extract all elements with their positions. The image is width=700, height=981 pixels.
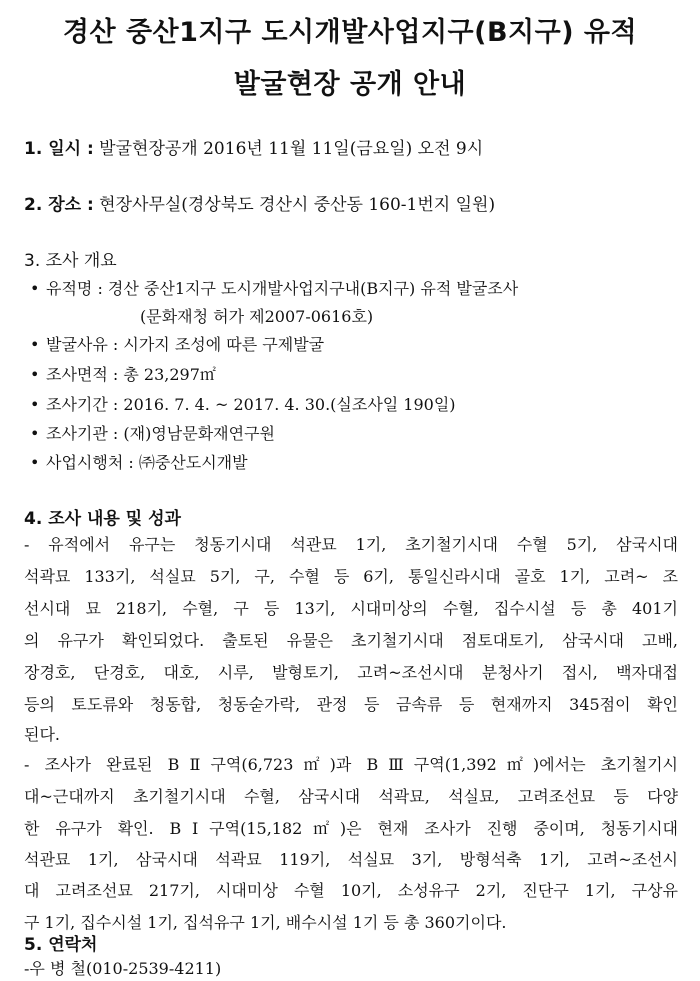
results-para2-line: 한 유구가 확인. BⅠ구역(15,182㎡)은 현재 조사가 진행 중이며, 청동기시대 [24,819,678,838]
overview-item-area [30,362,216,385]
overview-item-text: 발굴사유 : 시가지 조성에 따른 구제발굴 [46,335,325,354]
document-title-line-2: 발굴현장 공개 안내 [233,69,467,100]
bullet-icon: • [30,453,40,472]
section-contact-label: 5. 연락처 [24,935,98,955]
permit-number: (문화재청 허가 제2007-0616호) [140,307,374,326]
overview-item-developer [30,450,248,473]
bullet-icon: • [30,424,40,443]
section-place [24,190,495,215]
overview-item-text: 조사면적 : 총 23,297㎡ [46,365,216,384]
document-title-line-1: 경산 중산1지구 도시개발사업지구(B지구) 유적 [62,17,638,48]
results-para2-line: 대~근대까지 초기철기시대 수혈, 삼국시대 석곽묘, 석실묘, 고려조선묘 등 다양 [24,787,678,806]
overview-item-text: 유적명 : 경산 중산1지구 도시개발사업지구내(B지구) 유적 발굴조사 [46,279,519,298]
bullet-icon: • [30,335,40,354]
results-para1-line: 의 유구가 확인되었다. 출토된 유물은 초기철기시대 점토대토기, 삼국시대 고배, [24,631,678,650]
results-para1-line: 된다. [24,725,60,744]
bullet-icon: • [30,279,40,298]
section-date [24,134,483,159]
section-overview-heading [24,246,117,271]
overview-item-institution [30,421,275,444]
results-para1-line: 등의 토도류와 청동합, 청동숟가락, 관정 등 금속류 등 현재까지 345점이 확인 [24,695,678,714]
results-para2-line: 석관묘 1기, 삼국시대 석곽묘 119기, 석실묘 3기, 방형석축 1기, 고려~조선시 [24,850,678,869]
section-place-label: 2. 장소 : [24,195,94,215]
section-contact-heading [24,930,97,955]
overview-item-text: 사업시행처 : ㈜중산도시개발 [46,453,248,472]
contact-person: -우 병 철(010-2539-4211) [24,959,222,978]
section-date-label: 1. 일시 : [24,139,94,159]
section-results-label: 4. 조사 내용 및 성과 [24,509,181,529]
overview-item-reason [30,332,324,355]
overview-item-site-name [30,276,518,299]
results-para2-line: - 조사가 완료된 BⅡ구역(6,723㎡)과 BⅢ구역(1,392㎡)에서는 초기철기시 [24,755,678,774]
results-para1-line: - 유적에서 유구는 청동기시대 석관묘 1기, 초기철기시대 수혈 5기, 삼국시대 [24,535,678,554]
overview-item-period [30,392,456,415]
bullet-icon: • [30,365,40,384]
results-para1-line: 선시대 묘 218기, 수혈, 구 등 13기, 시대미상의 수혈, 집수시설 등 총 401기 [24,599,678,618]
results-para2-line: 대 고려조선묘 217기, 시대미상 수혈 10기, 소성유구 2기, 진단구 1기, 구상유 [24,881,678,900]
overview-item-text: 조사기관 : (재)영남문화재연구원 [46,424,275,443]
results-para1-line: 석곽묘 133기, 석실묘 5기, 구, 수혈 등 6기, 통일신라시대 골호 1기, 고려~ 조 [24,567,678,586]
overview-item-text: 조사기간 : 2016. 7. 4. ~ 2017. 4. 30.(실조사일 190일) [46,395,456,414]
results-para2-line: 구 1기, 집수시설 1기, 집석유구 1기, 배수시설 1기 등 총 360기이다. [24,913,507,932]
section-results-heading [24,504,181,529]
section-date-value: 발굴현장공개 2016년 11월 11일(금요일) 오전 9시 [93,139,484,159]
section-overview-label: 3. 조사 개요 [24,251,117,271]
section-place-value: 현장사무실(경상북도 경산시 중산동 160-1번지 일원) [93,195,496,215]
results-para1-line: 장경호, 단경호, 대호, 시루, 발형토기, 고려~조선시대 분청사기 접시, 백자대접 [24,663,678,682]
bullet-icon: • [30,395,40,414]
